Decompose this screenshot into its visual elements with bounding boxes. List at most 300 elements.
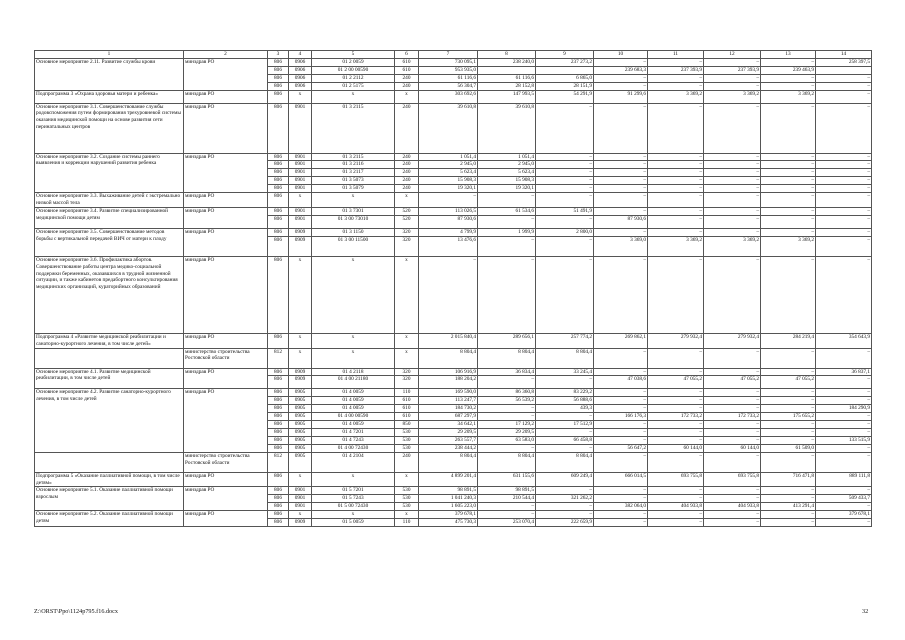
table-cell: [478, 66, 536, 74]
program-description-cell: Основное мероприятие 3.3. Выхаживание детей с экстремально низкой массой тела: [35, 193, 184, 208]
table-cell: 8 804,4: [536, 452, 594, 472]
table-cell: –: [761, 256, 816, 333]
table-cell: 19 320,1: [419, 185, 478, 193]
table-cell: –: [419, 256, 478, 333]
table-cell: –: [648, 428, 704, 436]
table-cell: [536, 66, 594, 74]
table-cell: х: [395, 90, 419, 103]
table-cell: 279 932,4: [704, 333, 761, 348]
program-description-cell: Основное мероприятие 4.2. Развитие санаторно-курортного лечения, в том числе детей: [35, 389, 184, 452]
table-cell: 39 610,8: [419, 103, 478, 153]
table-cell: 806: [268, 487, 289, 495]
table-cell: 56 647,2: [594, 444, 648, 452]
table-cell: 475 730,3: [419, 519, 478, 527]
table-cell: 3 369,2: [761, 236, 816, 256]
table-cell: –: [704, 389, 761, 397]
table-cell: 239 683,3: [594, 66, 648, 74]
table-cell: 609 249,4: [536, 472, 594, 487]
table-cell: 289 656,1: [478, 333, 536, 348]
table-cell: 222 659,9: [536, 519, 594, 527]
table-cell: 5 623,4: [478, 169, 536, 177]
table-cell: х: [312, 193, 395, 208]
table-cell: –: [478, 236, 536, 256]
table-cell: 0906: [289, 58, 312, 66]
table-cell: 188 204,2: [419, 376, 478, 389]
table-cell: х: [395, 511, 419, 519]
table-cell: –: [761, 436, 816, 444]
table-cell: –: [536, 503, 594, 511]
table-cell: –: [816, 177, 872, 185]
executor-cell: минздрав РО: [184, 511, 268, 527]
table-cell: х: [289, 348, 312, 368]
table-cell: 850: [395, 421, 419, 429]
executor-cell: минздрав РО: [184, 256, 268, 333]
table-cell: –: [594, 428, 648, 436]
executor-cell: минздрав РО: [184, 58, 268, 90]
table-cell: 01 2 5175: [312, 82, 395, 90]
table-cell: –: [594, 161, 648, 169]
table-cell: 0906: [289, 74, 312, 82]
table-cell: –: [816, 389, 872, 397]
table-cell: 56 304,7: [419, 82, 478, 90]
table-cell: –: [761, 82, 816, 90]
table-cell: –: [761, 519, 816, 527]
column-number-header: 6: [395, 51, 419, 59]
table-cell: –: [704, 397, 761, 405]
table-cell: –: [594, 368, 648, 376]
table-cell: 47 055,2: [648, 376, 704, 389]
table-cell: 01 3 00 73010: [312, 215, 395, 228]
table-cell: –: [816, 503, 872, 511]
table-cell: –: [594, 82, 648, 90]
table-cell: –: [648, 397, 704, 405]
table-cell: 806: [268, 153, 289, 161]
table-cell: –: [648, 389, 704, 397]
table-cell: –: [704, 153, 761, 161]
table-cell: 56 888,6: [536, 397, 594, 405]
table-cell: х: [312, 511, 395, 519]
table-cell: 01 4 0059: [312, 389, 395, 397]
table-cell: –: [648, 161, 704, 169]
table-cell: 13 476,6: [419, 236, 478, 256]
table-cell: 1 999,9: [478, 228, 536, 236]
table-cell: х: [395, 472, 419, 487]
table-cell: 806: [268, 177, 289, 185]
table-cell: 61 116,6: [419, 74, 478, 82]
table-cell: –: [761, 495, 816, 503]
table-cell: 530: [395, 487, 419, 495]
table-cell: 98 891,5: [478, 487, 536, 495]
table-cell: 54 291,9: [536, 90, 594, 103]
table-cell: –: [648, 207, 704, 215]
executor-cell: минздрав РО: [184, 389, 268, 452]
table-cell: –: [761, 487, 816, 495]
table-row: [35, 389, 872, 397]
column-number-header: 4: [289, 51, 312, 59]
table-row: [35, 348, 872, 368]
executor-cell: министерство строительства Ростовской области: [184, 452, 268, 472]
table-cell: –: [816, 74, 872, 82]
table-cell: 172 733,2: [648, 413, 704, 421]
table-cell: 237 273,2: [536, 58, 594, 66]
table-cell: х: [289, 193, 312, 208]
table-cell: –: [761, 428, 816, 436]
table-cell: 284 219,4: [761, 333, 816, 348]
table-cell: 01 3 2115: [312, 153, 395, 161]
table-cell: х: [395, 348, 419, 368]
column-number-header: 9: [536, 51, 594, 59]
table-cell: –: [594, 58, 648, 66]
table-cell: 806: [268, 103, 289, 153]
table-cell: 0901: [289, 503, 312, 511]
program-description-cell: Основное мероприятие 3.1. Совершенствование службы родовспоможения путем формирования трехуровневой системы оказания медицинской помощи на основе развития сети перинатальных центров: [35, 103, 184, 153]
table-cell: –: [478, 376, 536, 389]
table-cell: 0906: [289, 82, 312, 90]
program-description-cell: [35, 452, 184, 472]
table-cell: 806: [268, 421, 289, 429]
column-number-header: 8: [478, 51, 536, 59]
table-cell: –: [648, 82, 704, 90]
table-cell: –: [594, 519, 648, 527]
table-row: [35, 368, 872, 376]
table-cell: 113 026,5: [419, 207, 478, 215]
table-cell: 806: [268, 90, 289, 103]
table-cell: 303 692,6: [419, 90, 478, 103]
table-cell: 0905: [289, 421, 312, 429]
table-row: [35, 452, 872, 472]
table-row: [35, 228, 872, 236]
table-cell: 3 369,2: [648, 236, 704, 256]
table-cell: 36 837,1: [816, 368, 872, 376]
table-cell: 61 116,6: [478, 74, 536, 82]
table-row: [35, 90, 872, 103]
table-cell: 0909: [289, 368, 312, 376]
table-cell: 01 4 0059: [312, 397, 395, 405]
table-cell: –: [648, 103, 704, 153]
table-cell: 01 5 0059: [312, 519, 395, 527]
table-cell: 0901: [289, 185, 312, 193]
table-cell: –: [816, 413, 872, 421]
table-cell: 184 290,9: [816, 405, 872, 413]
table-cell: 806: [268, 215, 289, 228]
table-cell: 806: [268, 66, 289, 74]
table-cell: –: [648, 169, 704, 177]
table-cell: 1 051,4: [419, 153, 478, 161]
page-number: 32: [862, 608, 869, 615]
table-cell: –: [648, 495, 704, 503]
table-cell: 19 320,1: [478, 185, 536, 193]
table-cell: 320: [395, 376, 419, 389]
table-cell: х: [395, 256, 419, 333]
table-cell: 91 299,6: [594, 90, 648, 103]
table-cell: 87 930,6: [594, 215, 648, 228]
table-cell: 806: [268, 503, 289, 511]
table-cell: –: [816, 193, 872, 208]
table-cell: –: [536, 413, 594, 421]
table-cell: 8 804,4: [536, 348, 594, 368]
table-row: [35, 256, 872, 333]
table-cell: –: [761, 368, 816, 376]
table-cell: –: [536, 256, 594, 333]
table-cell: 0901: [289, 495, 312, 503]
table-cell: 806: [268, 368, 289, 376]
table-row: [35, 193, 872, 208]
table-cell: 693 755,8: [704, 472, 761, 487]
table-cell: –: [704, 58, 761, 66]
table-cell: –: [648, 228, 704, 236]
table-cell: 530: [395, 444, 419, 452]
table-cell: –: [648, 436, 704, 444]
table-cell: –: [594, 207, 648, 215]
table-cell: –: [704, 161, 761, 169]
table-cell: –: [594, 228, 648, 236]
table-cell: х: [312, 333, 395, 348]
table-cell: 01 4 2104: [312, 452, 395, 472]
table-cell: –: [648, 511, 704, 519]
table-cell: 354 643,9: [816, 333, 872, 348]
table-cell: –: [761, 215, 816, 228]
table-cell: –: [704, 348, 761, 368]
table-cell: 0909: [289, 236, 312, 256]
program-description-cell: Основное мероприятие 2.11. Развитие службы крови: [35, 58, 184, 90]
table-cell: 806: [268, 511, 289, 519]
table-cell: –: [761, 228, 816, 236]
table-cell: –: [478, 511, 536, 519]
table-cell: 184 730,2: [419, 405, 478, 413]
program-description-cell: [35, 348, 184, 368]
table-cell: –: [761, 452, 816, 472]
table-cell: 60 144,0: [704, 444, 761, 452]
table-cell: 47 055,2: [704, 376, 761, 389]
table-cell: 237 393,9: [648, 66, 704, 74]
program-description-cell: Подпрограмма 3 «Охрана здоровья матери и ребенка»: [35, 90, 184, 103]
table-cell: 509 433,7: [816, 495, 872, 503]
table-cell: –: [648, 368, 704, 376]
table-row: [35, 103, 872, 153]
table-cell: 610: [395, 397, 419, 405]
table-cell: 61 509,0: [761, 444, 816, 452]
table-cell: –: [536, 511, 594, 519]
table-cell: 15 908,3: [419, 177, 478, 185]
table-cell: –: [648, 185, 704, 193]
table-cell: 806: [268, 236, 289, 256]
table-cell: 0905: [289, 413, 312, 421]
table-cell: 806: [268, 185, 289, 193]
table-cell: 693 755,8: [648, 472, 704, 487]
table-cell: 29 209,5: [419, 428, 478, 436]
table-cell: 0901: [289, 207, 312, 215]
executor-cell: минздрав РО: [184, 207, 268, 228]
table-cell: –: [648, 256, 704, 333]
table-cell: –: [478, 215, 536, 228]
table-cell: –: [761, 153, 816, 161]
table-cell: 01 4 00 00590: [312, 413, 395, 421]
table-cell: –: [704, 436, 761, 444]
table-cell: –: [594, 487, 648, 495]
table-cell: 01 3 5073: [312, 177, 395, 185]
table-cell: 01 4 2118: [312, 368, 395, 376]
table-cell: –: [594, 177, 648, 185]
table-cell: –: [816, 103, 872, 153]
table-cell: 4 899 201,4: [419, 472, 478, 487]
table-cell: х: [289, 333, 312, 348]
table-cell: 237 393,9: [704, 66, 761, 74]
table-cell: 133 515,9: [816, 436, 872, 444]
table-cell: –: [594, 397, 648, 405]
table-cell: –: [536, 185, 594, 193]
table-cell: 01 3 2116: [312, 161, 395, 169]
table-cell: 806: [268, 428, 289, 436]
executor-cell: минздрав РО: [184, 193, 268, 208]
table-cell: –: [704, 405, 761, 413]
executor-cell: минздрав РО: [184, 103, 268, 153]
executor-cell: министерство строительства Ростовской области: [184, 348, 268, 368]
program-description-cell: Основное мероприятие 4.1. Развитие медицинской реабилитации, в том числе детей: [35, 368, 184, 389]
table-cell: –: [594, 421, 648, 429]
table-cell: –: [536, 487, 594, 495]
table-cell: –: [536, 215, 594, 228]
table-row: [35, 472, 872, 487]
table-row: [35, 153, 872, 161]
table-cell: –: [816, 207, 872, 215]
table-cell: 01 5 7201: [312, 487, 395, 495]
table-cell: 730 095,1: [419, 58, 478, 66]
executor-cell: минздрав РО: [184, 90, 268, 103]
table-cell: 01 4 7201: [312, 428, 395, 436]
table-cell: 0906: [289, 66, 312, 74]
table-cell: 110: [395, 519, 419, 527]
table-cell: 01 4 0059: [312, 405, 395, 413]
table-cell: 3 369,2: [761, 90, 816, 103]
table-cell: 51 491,9: [536, 207, 594, 215]
table-cell: 889 111,8: [816, 472, 872, 487]
column-number-header: 13: [761, 51, 816, 59]
table-cell: –: [761, 161, 816, 169]
table-cell: –: [761, 185, 816, 193]
table-cell: –: [816, 215, 872, 228]
table-cell: 28 152,8: [478, 82, 536, 90]
table-cell: [816, 66, 872, 74]
table-cell: –: [648, 487, 704, 495]
table-cell: –: [648, 215, 704, 228]
table-cell: 2 945,0: [419, 161, 478, 169]
table-cell: –: [816, 185, 872, 193]
table-cell: –: [648, 193, 704, 208]
column-number-header: 1: [35, 51, 184, 59]
table-cell: –: [536, 193, 594, 208]
table-cell: –: [761, 389, 816, 397]
table-cell: 806: [268, 376, 289, 389]
table-cell: –: [536, 169, 594, 177]
table-cell: 3 369,2: [704, 90, 761, 103]
table-cell: 47 038,6: [594, 376, 648, 389]
table-cell: –: [704, 487, 761, 495]
table-cell: –: [816, 82, 872, 90]
program-description-cell: Основное мероприятие 5.1. Оказание паллиативной помощи взрослым: [35, 487, 184, 511]
table-cell: 812: [268, 348, 289, 368]
table-cell: 39 610,8: [478, 103, 536, 153]
table-cell: –: [816, 444, 872, 452]
table-cell: 240: [395, 74, 419, 82]
table-cell: –: [478, 444, 536, 452]
table-cell: х: [312, 256, 395, 333]
table-cell: 610: [395, 405, 419, 413]
table-cell: –: [594, 495, 648, 503]
table-cell: 520: [395, 215, 419, 228]
table-cell: –: [704, 177, 761, 185]
table-cell: –: [761, 207, 816, 215]
table-cell: 1 605 223,0: [419, 503, 478, 511]
table-cell: –: [536, 103, 594, 153]
table-cell: –: [816, 428, 872, 436]
table-cell: 29 209,5: [478, 428, 536, 436]
column-number-header: 2: [184, 51, 268, 59]
table-cell: –: [704, 74, 761, 82]
table-cell: –: [536, 161, 594, 169]
table-cell: 379 678,1: [419, 511, 478, 519]
table-cell: х: [289, 90, 312, 103]
table-cell: 01 2 2112: [312, 74, 395, 82]
column-number-header: 14: [816, 51, 872, 59]
table-cell: 0905: [289, 428, 312, 436]
table-cell: –: [761, 74, 816, 82]
column-number-header: 5: [312, 51, 395, 59]
executor-cell: минздрав РО: [184, 368, 268, 389]
table-cell: 320: [395, 236, 419, 256]
table-cell: 806: [268, 495, 289, 503]
table-cell: –: [816, 348, 872, 368]
table-cell: –: [419, 193, 478, 208]
table-cell: 172 733,2: [704, 413, 761, 421]
table-cell: –: [594, 153, 648, 161]
table-cell: 240: [395, 185, 419, 193]
executor-cell: минздрав РО: [184, 228, 268, 256]
table-cell: 0909: [289, 519, 312, 527]
table-cell: –: [816, 452, 872, 472]
table-cell: 5 623,4: [419, 169, 478, 177]
table-cell: 253 070,4: [478, 519, 536, 527]
table-cell: 0905: [289, 405, 312, 413]
table-cell: 806: [268, 333, 289, 348]
table-cell: –: [594, 193, 648, 208]
table-cell: –: [816, 397, 872, 405]
table-cell: 15 908,3: [478, 177, 536, 185]
table-cell: –: [594, 511, 648, 519]
table-cell: 238 444,2: [419, 444, 478, 452]
table-cell: –: [704, 228, 761, 236]
table-cell: 01 4 00 21180: [312, 376, 395, 389]
table-cell: 1 041 240,3: [419, 495, 478, 503]
table-cell: 0905: [289, 397, 312, 405]
table-cell: –: [536, 444, 594, 452]
table-cell: 806: [268, 472, 289, 487]
table-cell: 806: [268, 256, 289, 333]
program-description-cell: Основное мероприятие 3.5. Совершенствование методов борьбы с вертикальной передачей ВИЧ от матери к плоду: [35, 228, 184, 256]
table-cell: 01 3 2115: [312, 103, 395, 153]
column-number-header: 12: [704, 51, 761, 59]
table-cell: –: [648, 452, 704, 472]
table-cell: –: [648, 153, 704, 161]
table-cell: 239 463,9: [761, 66, 816, 74]
table-cell: –: [816, 519, 872, 527]
table-cell: х: [395, 193, 419, 208]
table-cell: –: [704, 207, 761, 215]
table-cell: 87 930,6: [419, 215, 478, 228]
table-cell: 01 3 1150: [312, 228, 395, 236]
table-cell: 6 865,0: [536, 74, 594, 82]
table-cell: 806: [268, 389, 289, 397]
program-description-cell: Основное мероприятие 3.4. Развитие специализированной медицинской помощи детям: [35, 207, 184, 228]
